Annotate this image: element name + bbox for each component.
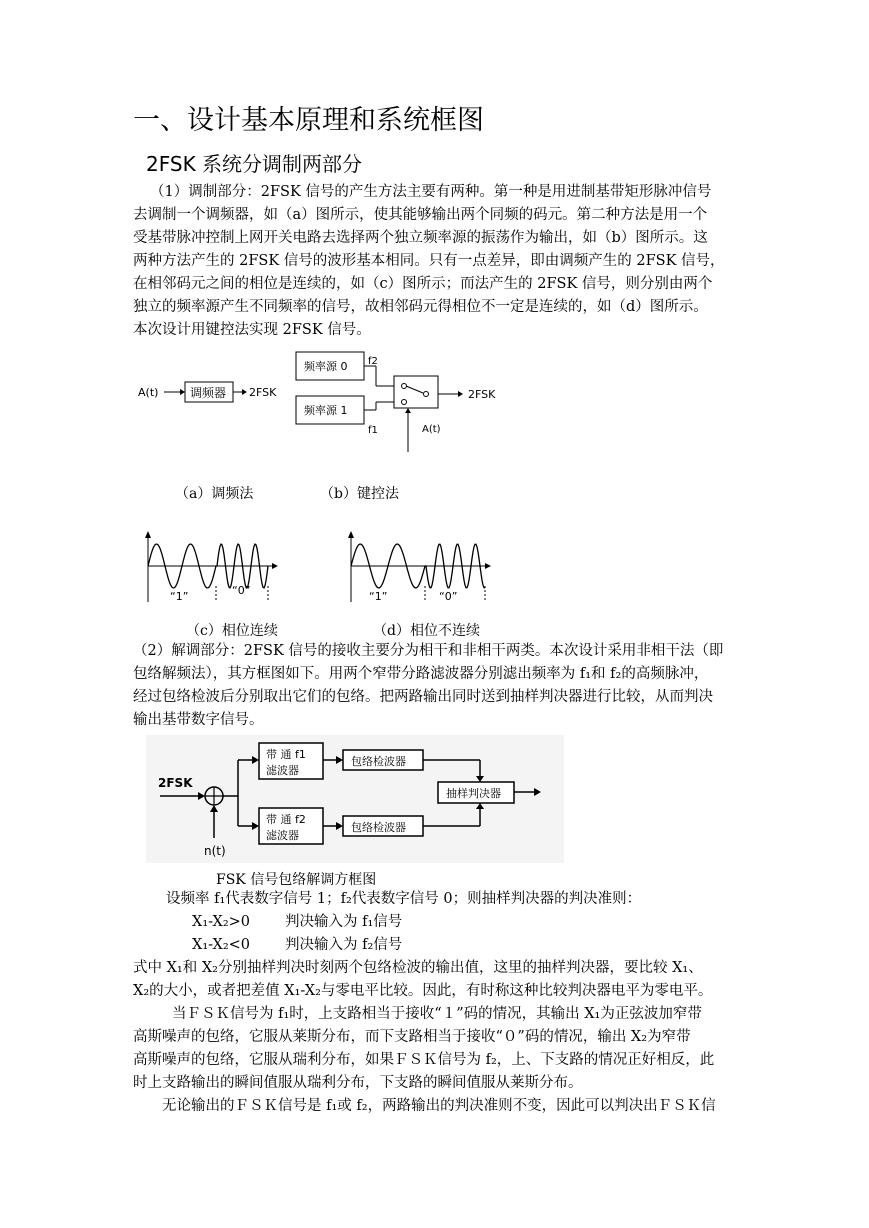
caption-continuous: （c）相位连续 <box>186 623 278 639</box>
control-label: A(t) <box>422 424 441 435</box>
para-demod-line: 包络解频法），其方框图如下。用两个窄带分路滤波器分别滤出频率为 f₁和 f₂的高频脉冲， <box>133 666 709 682</box>
bpf2-label: 滤波器 <box>266 829 299 842</box>
para-modulation-line: 独立的频率源产生不同频率的信号，故相邻码元得相位不一定是连续的，如（d）图所示。 <box>133 299 708 315</box>
bit-one-label: “1” <box>170 590 189 603</box>
para-modulation-line: 受基带脉冲控制上网开关电路去选择两个独立频率源的振荡作为输出，如（b）图所示。这 <box>133 230 708 246</box>
env1-label: 包络检波器 <box>351 755 406 768</box>
output-label: 2FSK <box>468 388 496 401</box>
rule-condition: X₁-X₂>0 <box>192 914 251 930</box>
input-label: 2FSK <box>158 776 193 790</box>
para-tail-line: 无论输出的ＦＳＫ信号是 f₁或 f₂，两路输出的判决准则不变，因此可以判决出ＦＳＫ信 <box>162 1098 716 1114</box>
rule-result: 判决输入为 f₁信号 <box>285 914 403 930</box>
keying-method-diagram <box>290 346 520 461</box>
rule-result: 判决输入为 f₂信号 <box>285 937 403 953</box>
para-demod-line: （2）解调部分：2FSK 信号的接收主要分为相干和非相干两类。本次设计采用非相干法（即 <box>133 643 724 659</box>
fsk-demod-diagram <box>146 735 564 863</box>
caption-fsk-demod: FSK 信号包络解调方框图 <box>216 872 377 888</box>
f2-label: f2 <box>368 356 378 367</box>
section-subtitle: 2FSK 系统分调制两部分 <box>146 152 363 176</box>
freq-source-1-label: 频率源 1 <box>304 404 348 417</box>
caption-discontinuous: （d）相位不连续 <box>373 623 480 639</box>
bpf1-label: 滤波器 <box>266 764 299 777</box>
caption-keying-method: （b）键控法 <box>320 486 399 502</box>
decision-label: 抽样判决器 <box>446 787 501 800</box>
switch-block <box>394 376 438 408</box>
rule-condition: X₁-X₂<0 <box>192 937 251 953</box>
para-modulation-line: 在相邻码元之间的相位是连续的，如（c）图所示；而法产生的 2FSK 信号，则分别由两个 <box>133 276 713 292</box>
bpf1-label: 带 通 f1 <box>266 748 306 761</box>
fm-method-diagram <box>130 370 290 415</box>
bit-one-label: “1” <box>369 590 388 603</box>
para-tail-line: X₂的大小，或者把差值 X₁-X₂与零电平比较。因此，有时称这种比较判决器电平为零电平。 <box>133 983 713 999</box>
discontinuous-phase-waveform <box>343 528 493 608</box>
continuous-phase-waveform <box>140 528 280 608</box>
para-demod-line: 输出基带数字信号。 <box>133 712 264 728</box>
para-modulation-line: （1）调制部分：2FSK 信号的产生方法主要有两种。第一种是用进制基带矩形脉冲信号 <box>150 184 712 200</box>
para-modulation-line: 去调制一个调频器，如（a）图所示，使其能够输出两个同频的码元。第二种方法是用一个 <box>133 207 708 223</box>
output-label: 2FSK <box>249 386 277 399</box>
f1-label: f1 <box>368 425 378 436</box>
para-tail-line: 式中 X₁和 X₂分别抽样判决时刻两个包络检波的输出值，这里的抽样判决器，要比较 X₁、 <box>133 960 703 976</box>
bit-zero-label: “0” <box>439 590 458 603</box>
para-tail-line: 高斯噪声的包络，它服从瑞利分布，如果ＦＳＫ信号为 f₂，上、下支路的情况正好相反，此 <box>133 1052 715 1068</box>
para-tail-line: 时上支路输出的瞬间值服从瑞利分布，下支路的瞬间值服从莱斯分布。 <box>133 1075 583 1091</box>
page-title: 一、设计基本原理和系统框图 <box>133 105 484 136</box>
freq-source-0-label: 频率源 0 <box>304 360 348 373</box>
caption-fm-method: （a）调频法 <box>175 486 254 502</box>
para-demod-line: 经过包络检波后分别取出它们的包络。把两路输出同时送到抽样判决器进行比较，从而判决 <box>133 689 713 705</box>
input-label: A(t) <box>138 386 159 399</box>
para-tail-line: 高斯噪声的包络，它服从莱斯分布，而下支路相当于接收“０”码的情况，输出 X₂为窄带 <box>133 1029 691 1045</box>
noise-label: n(t) <box>204 844 226 858</box>
bpf2-label: 带 通 f2 <box>266 813 306 826</box>
para-tail-line: 当ＦＳＫ信号为 f₁时，上支路相当于接收“１”码的情况，其输出 X₁为正弦波加窄带 <box>172 1006 702 1022</box>
env2-label: 包络检波器 <box>351 821 406 834</box>
rule-intro: 设频率 f₁代表数字信号 1；f₂代表数字信号 0；则抽样判决器的判决准则： <box>166 891 642 907</box>
para-modulation-line: 本次设计用键控法实现 2FSK 信号。 <box>133 322 371 338</box>
fm-modulator-label: 调频器 <box>190 386 227 400</box>
para-modulation-line: 两种方法产生的 2FSK 信号的波形基本相同。只有一点差异，即由调频产生的 2FSK 信号， <box>133 253 725 269</box>
bit-zero-label: “0” <box>232 584 251 597</box>
